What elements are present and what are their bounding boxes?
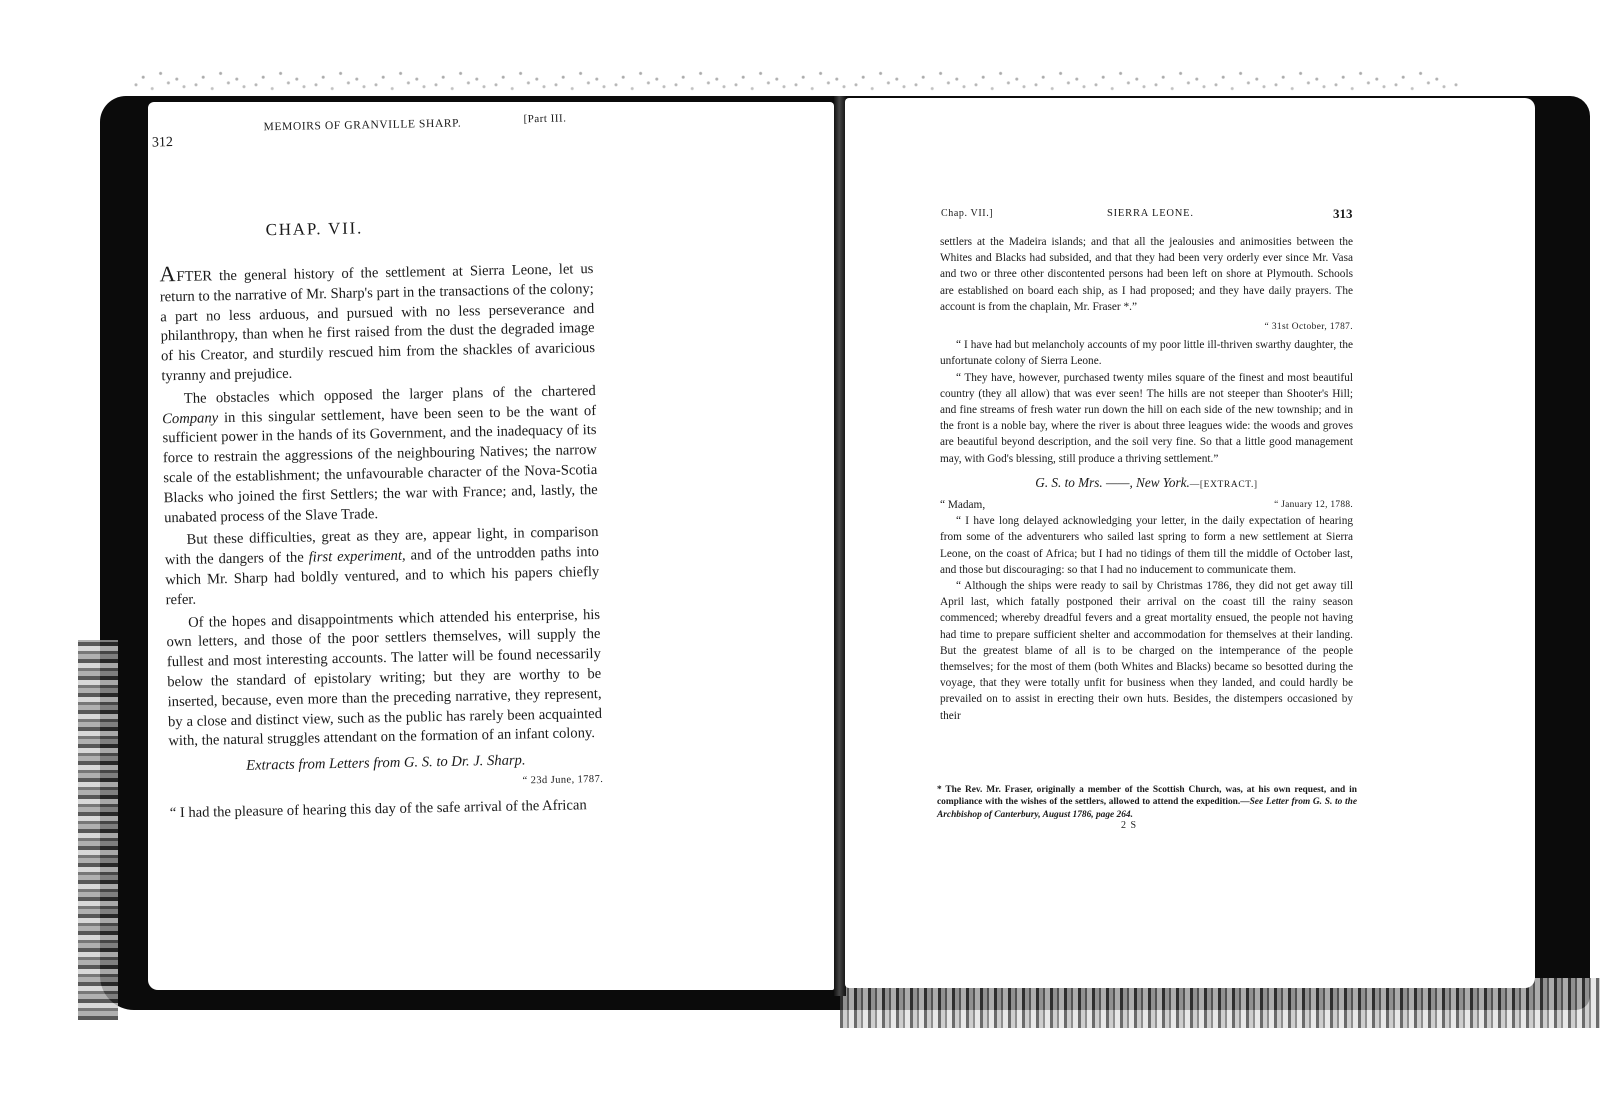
letter-quote: “ I had the pleasure of hearing this day of the safe arrival of the African xyxy=(169,796,587,821)
paragraph-text: in this singular settlement, have been seen to be the want of sufficient power in the hands of its Government, and the inadequacy of its force to restrain the aggressions of the neighbouring Natives; the narrow scale of the establishment; the unfavourable character of the Nova-Scotia Blacks who joined the first Settlers; the war with France; and, lastly, the unabated process of the Slave Trade. xyxy=(162,402,598,526)
salutation-date: “ January 12, 1788. xyxy=(1274,500,1353,511)
left-page xyxy=(148,102,834,990)
left-body-text xyxy=(159,256,604,827)
right-body-text xyxy=(940,234,1353,724)
drop-cap: A xyxy=(159,261,177,287)
salutation-line xyxy=(940,497,1353,513)
letter-heading xyxy=(940,475,1353,493)
part-label: [Part III. xyxy=(523,112,567,126)
footnote-italic: See Letter from G. S. to the Archbishop of Canterbury, August 1786, page 264. xyxy=(937,797,1357,820)
paragraph: settlers at the Madeira islands; and that all the jealousies and animosities between the Whites and Blacks had subsided, and that they had been very orderly ever since Mr. Vasa and two or three other discontented persons had been left on shore at Plymouth. Schools are established on board each ship, as I had proposed; and they have daily prayers. The account is from the chaplain, Mr. Fraser *.” xyxy=(940,236,1353,313)
running-head-left: MEMOIRS OF GRANVILLE SHARP. xyxy=(263,117,462,134)
small-caps-word: FTER xyxy=(176,268,213,286)
scan-noise-left xyxy=(78,640,118,1020)
footnote xyxy=(937,784,1357,821)
letter-heading-extract: —[EXTRACT.] xyxy=(1189,479,1258,490)
paragraph: Of the hopes and disappointments which attended his enterprise, his own letters, and those of the poor settlers themselves, will supply the fullest and most interesting accounts. The latter will be found necessarily below the standard of epistolary writing; but they are worthy to be inserted, because, even more than the preceding narrative, they represent, by a close and distinct view, such as the public has rarely been acquainted with, the natural struggles attendant on the formation of an infant colony. xyxy=(166,606,603,750)
extracts-heading: Extracts from Letters from G. S. to Dr. J. Sharp. xyxy=(245,752,526,774)
paragraph: “ I have had but melancholy accounts of my poor little ill-thriven swarthy daughter, the unfortunate colony of Sierra Leone. xyxy=(940,339,1353,368)
paragraph xyxy=(162,382,599,529)
italic-text: Company xyxy=(162,409,219,427)
paragraph: “ Although the ships were ready to sail by Christmas 1786, they did not get away till April last, which fatally postponed their arrival on the coast till the rainy season commenced; whereby dreadful fevers and a great mortality ensued, the people not having had time to prepare sufficient shelter and accommodation for themselves at their landing. But the greatest blame of all is to be charged on the intemperance of the people themselves; for the most of them (both Whites and Blacks) became so besotted during the voyage, that they were totally unfit for business when they landed, and could hardly be prevailed on to assist in erecting their own huts. Besides, the distempers occasioned by their xyxy=(940,580,1353,722)
right-page xyxy=(845,98,1535,988)
running-head-chapter: Chap. VII.] xyxy=(941,208,994,219)
paragraph xyxy=(164,523,599,611)
letter-heading-italic: G. S. to Mrs. ——, New York. xyxy=(1035,474,1190,490)
signature-mark: 2 S xyxy=(1121,820,1138,831)
paragraph-text: The obstacles which opposed the larger plans of the chartered xyxy=(183,382,596,407)
paragraph xyxy=(159,256,595,387)
running-head-title: SIERRA LEONE. xyxy=(1107,208,1194,219)
paragraph: “ I have long delayed acknowledging your letter, in the daily expectation of hearing from some of the adventurers who sailed last spring to form a new settlement at Sierra Leone, on the coast of Africa; but I had no tidings of them till the middle of October last, and those but discouraging: so that I had no inducement to communicate them. xyxy=(940,515,1353,576)
chapter-title: CHAP. VII. xyxy=(265,218,364,240)
paragraph-text: the general history of the settlement at Sierra Leone, let us return to the narrative of Mr. Sharp's part in the transactions of the colony; a part no less arduous, and pursued with no less perseverance and philanthropy, than when he first raised from the dust the degraded image of his Creator, and sturdily rescued him from the shackles of avaricious tyranny and prejudice. xyxy=(159,261,596,385)
page-number-right: 313 xyxy=(1333,206,1353,221)
letter-date: “ 23d June, 1787. xyxy=(522,773,604,787)
paragraph: “ They have, however, purchased twenty miles square of the finest and most beautiful country (they all allow) that was ever seen! The hills are not steeper than Shooter's Hill; and fine streams of fresh water run down the hill on each side of the new township; and in the front is a noble bay, where the river is about three leagues wide: the woods and groves are beautiful beyond description, and the soil very fine. So that a little good management may, with God's blessing, still produce a thriving settlement.” xyxy=(940,371,1353,465)
italic-text: first experiment, xyxy=(308,547,406,566)
page-number-left: 312 xyxy=(151,135,174,151)
footnote-text: * The Rev. Mr. Fraser, originally a member of the Scottish Church, was, at his own request, and in compliance with the wishes of the settlers, allowed to attend the expedition.— xyxy=(937,785,1357,808)
left-page-content xyxy=(148,102,834,990)
paragraph-text: and of the untrodden paths into which Mr. Sharp had boldly ventured, and to which his papers chiefly refer. xyxy=(165,544,600,609)
salutation: “ Madam, xyxy=(940,499,986,512)
letter-date: “ 31st October, 1787. xyxy=(1264,322,1353,333)
paragraph-text: But these difficulties, great as they are, appear light, in comparison with the dangers of the xyxy=(164,524,599,569)
scan-speckle-top xyxy=(130,62,1460,100)
